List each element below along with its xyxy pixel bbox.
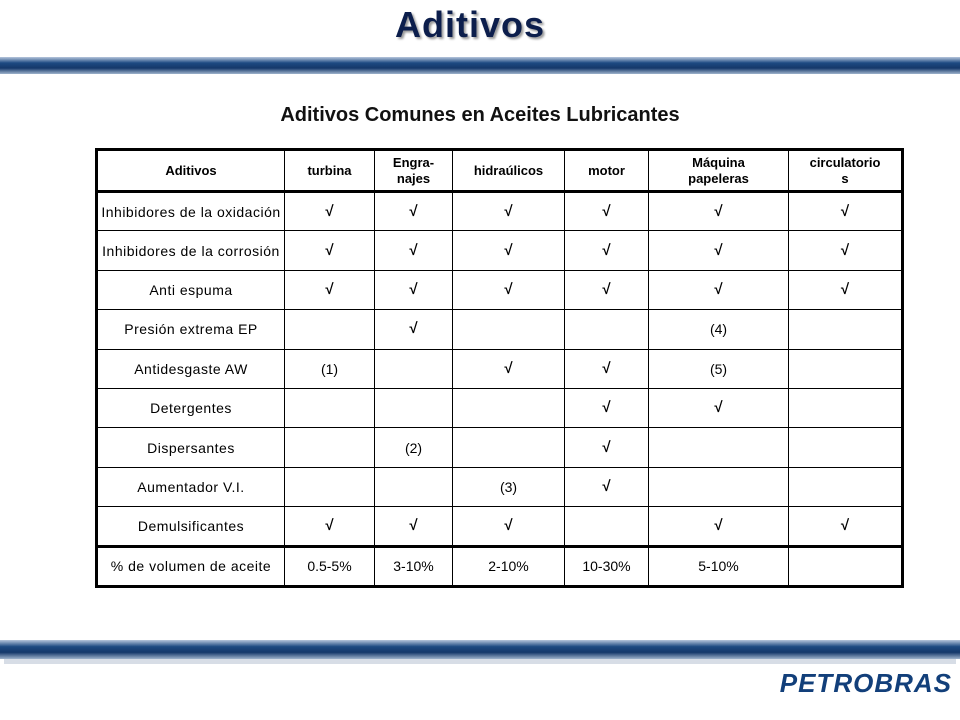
table-cell xyxy=(453,388,565,427)
table-cell xyxy=(285,428,375,467)
table-cell: 10-30% xyxy=(565,546,649,586)
table-cell: √ xyxy=(789,270,903,309)
table-cell: √ xyxy=(565,192,649,231)
table-cell: √ xyxy=(649,192,789,231)
column-header: turbina xyxy=(285,150,375,192)
petrobras-logo: PETROBRAS xyxy=(779,668,952,698)
table-cell: √ xyxy=(789,231,903,270)
table-cell: √ xyxy=(565,428,649,467)
table-cell xyxy=(789,546,903,586)
table-row xyxy=(97,349,903,388)
column-header: motor xyxy=(565,150,649,192)
table-cell: √ xyxy=(789,192,903,231)
slide-subtitle: Aditivos Comunes en Aceites Lubricantes xyxy=(280,104,680,126)
row-label: Inhibidores de la oxidación xyxy=(97,192,285,231)
table-cell xyxy=(565,310,649,349)
table-cell xyxy=(789,467,903,506)
table-row xyxy=(97,310,903,349)
table-cell xyxy=(285,388,375,427)
table-cell xyxy=(649,428,789,467)
table-row xyxy=(97,388,903,427)
table-cell: √ xyxy=(453,231,565,270)
table-cell xyxy=(453,310,565,349)
table-row xyxy=(97,507,903,546)
table-cell: √ xyxy=(453,507,565,546)
table-cell: √ xyxy=(649,388,789,427)
table-cell xyxy=(789,310,903,349)
table-cell: √ xyxy=(565,388,649,427)
table-cell: 3-10% xyxy=(375,546,453,586)
table-cell: √ xyxy=(375,310,453,349)
table-cell: (3) xyxy=(453,467,565,506)
table-cell: √ xyxy=(453,270,565,309)
header-divider-bar xyxy=(0,57,960,74)
table-cell: √ xyxy=(649,270,789,309)
row-label: Detergentes xyxy=(97,388,285,427)
table-cell xyxy=(453,428,565,467)
table-row xyxy=(97,428,903,467)
total-row xyxy=(97,546,903,586)
table-cell: √ xyxy=(649,231,789,270)
table-cell: √ xyxy=(375,270,453,309)
column-header: hidraúlicos xyxy=(453,150,565,192)
table-cell: (5) xyxy=(649,349,789,388)
table-cell xyxy=(565,507,649,546)
table-cell: √ xyxy=(565,270,649,309)
table-row xyxy=(97,192,903,231)
table-row xyxy=(97,270,903,309)
table-cell: √ xyxy=(285,231,375,270)
table-cell xyxy=(649,467,789,506)
table-cell: 2-10% xyxy=(453,546,565,586)
table-cell: √ xyxy=(565,467,649,506)
table-cell: √ xyxy=(285,270,375,309)
column-header: Engra- najes xyxy=(375,150,453,192)
row-label: Aumentador V.I. xyxy=(97,467,285,506)
table-cell xyxy=(789,388,903,427)
table-cell: √ xyxy=(375,507,453,546)
table-cell: √ xyxy=(453,192,565,231)
column-header: Máquina papeleras xyxy=(649,150,789,192)
table-cell xyxy=(285,310,375,349)
table-row xyxy=(97,231,903,270)
table-cell: √ xyxy=(789,507,903,546)
table-cell: 5-10% xyxy=(649,546,789,586)
table-cell: √ xyxy=(565,231,649,270)
table-cell xyxy=(789,349,903,388)
table-cell: √ xyxy=(285,507,375,546)
row-label: Presión extrema EP xyxy=(97,310,285,349)
table-cell: 0.5-5% xyxy=(285,546,375,586)
table-cell xyxy=(375,349,453,388)
column-header: circulatorio s xyxy=(789,150,903,192)
table-cell: √ xyxy=(649,507,789,546)
slide-title: Aditivos xyxy=(394,4,545,45)
row-label: Inhibidores de la corrosión xyxy=(97,231,285,270)
additives-table xyxy=(95,148,904,588)
table-cell: (4) xyxy=(649,310,789,349)
table-cell xyxy=(375,388,453,427)
table-cell: √ xyxy=(375,231,453,270)
table-cell: √ xyxy=(375,192,453,231)
table-cell: (2) xyxy=(375,428,453,467)
footer-divider-bar xyxy=(0,640,960,659)
row-label: Demulsificantes xyxy=(97,507,285,546)
table-cell xyxy=(285,467,375,506)
table-header-row xyxy=(97,150,903,192)
table-cell: √ xyxy=(453,349,565,388)
table-cell: (1) xyxy=(285,349,375,388)
table-cell xyxy=(375,467,453,506)
column-header: Aditivos xyxy=(97,150,285,192)
table-cell xyxy=(789,428,903,467)
row-label: Antidesgaste AW xyxy=(97,349,285,388)
table-row xyxy=(97,467,903,506)
row-label: Anti espuma xyxy=(97,270,285,309)
row-label: % de volumen de aceite xyxy=(97,546,285,586)
row-label: Dispersantes xyxy=(97,428,285,467)
table-cell: √ xyxy=(285,192,375,231)
table-cell: √ xyxy=(565,349,649,388)
